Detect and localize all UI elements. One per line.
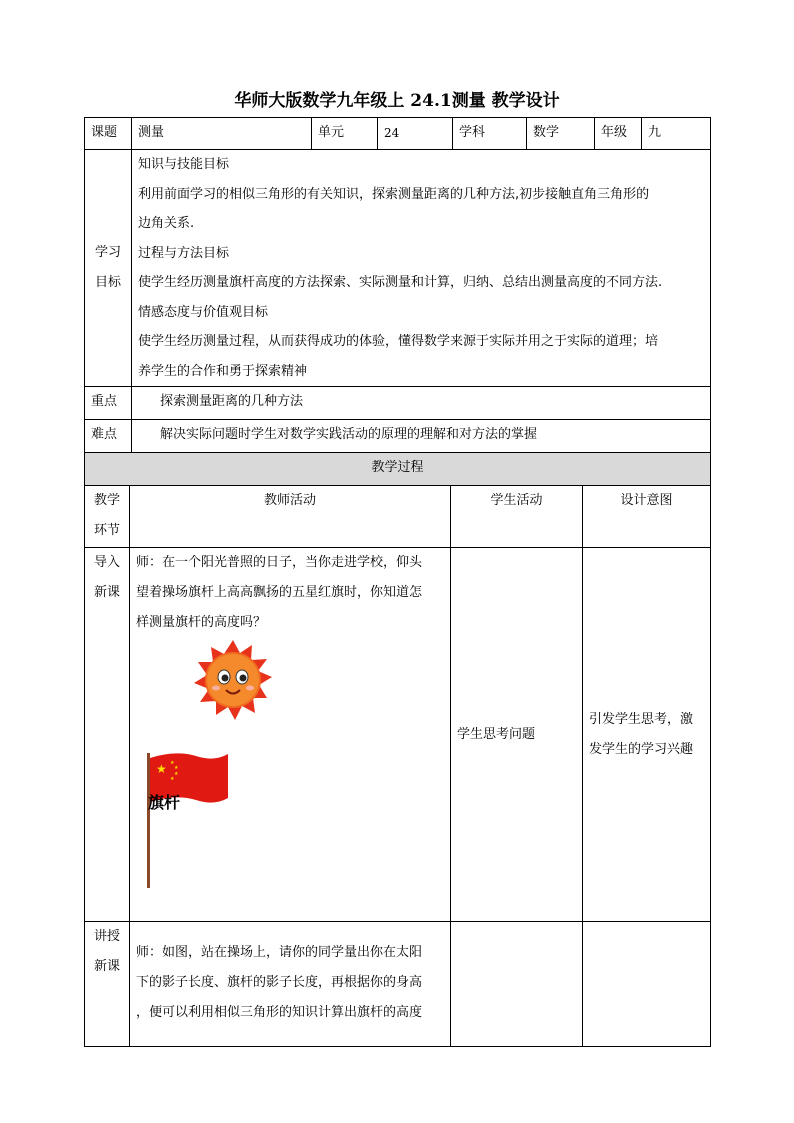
goals-content (132, 150, 711, 387)
stage-line-2: 新课 (93, 585, 120, 600)
goals-line: 利用前面学习的相似三角形的有关知识，探索测量距离的几种方法,初步接触直角三角形的 (138, 186, 650, 202)
svg-text:★: ★ (174, 765, 179, 771)
col-stage-line-1: 教学 (93, 493, 120, 508)
sun-icon (194, 640, 272, 720)
col-stage-line-2: 环节 (93, 523, 120, 538)
stage-cell (85, 548, 130, 922)
label-unit: 单元 (312, 118, 378, 150)
goals-line: 养学生的合作和勇于探索精神 (138, 363, 308, 379)
student-activity-cell (451, 922, 583, 1047)
svg-text:★: ★ (156, 762, 167, 776)
design-intent-cell (583, 548, 711, 922)
col-teacher-header: 教师活动 (130, 486, 451, 548)
goals-label-line-2: 目标 (94, 275, 121, 290)
goals-label (85, 150, 132, 387)
label-grade: 年级 (595, 118, 642, 150)
teaching-process-table (84, 452, 711, 1047)
goals-label-line-1: 学习 (94, 245, 121, 260)
svg-text:★: ★ (174, 771, 179, 777)
label-topic: 课题 (85, 118, 132, 150)
svg-text:★: ★ (170, 760, 175, 766)
difficulty-text: 解决实际问题时学生对数学实践活动的原理的理解和对方法的掌握 (132, 420, 711, 453)
value-grade: 九 (642, 118, 711, 150)
teacher-line: 师：如图，站在操场上，请你的同学量出你在太阳 (136, 945, 423, 960)
value-subject: 数学 (527, 118, 595, 150)
stage-cell (85, 922, 130, 1047)
col-intent-header: 设计意图 (583, 486, 711, 548)
goals-line: 情感态度与价值观目标 (138, 304, 269, 320)
label-subject: 学科 (453, 118, 527, 150)
value-unit: 24 (378, 118, 453, 150)
intent-line: 发学生的学习兴趣 (589, 741, 694, 757)
table-row (85, 548, 711, 922)
teacher-line: ，便可以利用相似三角形的知识计算出旗杆的高度 (136, 1005, 423, 1020)
stage-line-1: 导入 (93, 555, 120, 570)
stage-line-1: 讲授 (93, 929, 120, 944)
value-topic: 测量 (132, 118, 312, 150)
lesson-info-table (84, 117, 711, 453)
table-row (85, 922, 711, 1047)
teacher-line: 下的影子长度、旗杆的影子长度，再根据你的身高 (136, 975, 423, 990)
design-intent-cell (583, 922, 711, 1047)
col-stage-header (85, 486, 130, 548)
illustration-svg (136, 638, 436, 888)
teacher-line: 师：在一个阳光普照的日子，当你走进学校，仰头 (136, 555, 423, 570)
teacher-line: 样测量旗杆的高度吗？ (136, 615, 267, 630)
flagpole-icon (147, 753, 150, 888)
focus-label: 重点 (85, 387, 132, 420)
col-student-header: 学生活动 (451, 486, 583, 548)
student-activity-cell: 学生思考问题 (451, 548, 583, 922)
goals-line: 知识与技能目标 (138, 157, 230, 172)
difficulty-label: 难点 (85, 420, 132, 453)
flagpole-label: 旗杆 (148, 793, 181, 812)
document-title: 华师大版数学九年级上 24.1测量 教学设计 (234, 91, 560, 111)
intent-line: 引发学生思考，激 (589, 711, 694, 727)
focus-text: 探索测量距离的几种方法 (132, 387, 711, 420)
goals-line: 使学生经历测量过程，从而获得成功的体验，懂得数学来源于实际并用之于实际的道理；培 (138, 334, 659, 349)
goals-line: 边角关系. (138, 216, 195, 231)
sun-and-flag-illustration (136, 638, 444, 888)
goals-line: 过程与方法目标 (138, 245, 230, 261)
teacher-line: 望着操场旗杆上高高飘扬的五星红旗时，你知道怎 (136, 585, 423, 600)
svg-text:★: ★ (170, 776, 175, 782)
process-header: 教学过程 (85, 453, 711, 486)
teacher-activity-cell (130, 922, 451, 1047)
goals-line: 使学生经历测量旗杆高度的方法探索、实际测量和计算，归纳、总结出测量高度的不同方法. (138, 275, 663, 290)
teacher-activity-cell (130, 548, 451, 922)
stage-line-2: 新课 (93, 959, 120, 974)
